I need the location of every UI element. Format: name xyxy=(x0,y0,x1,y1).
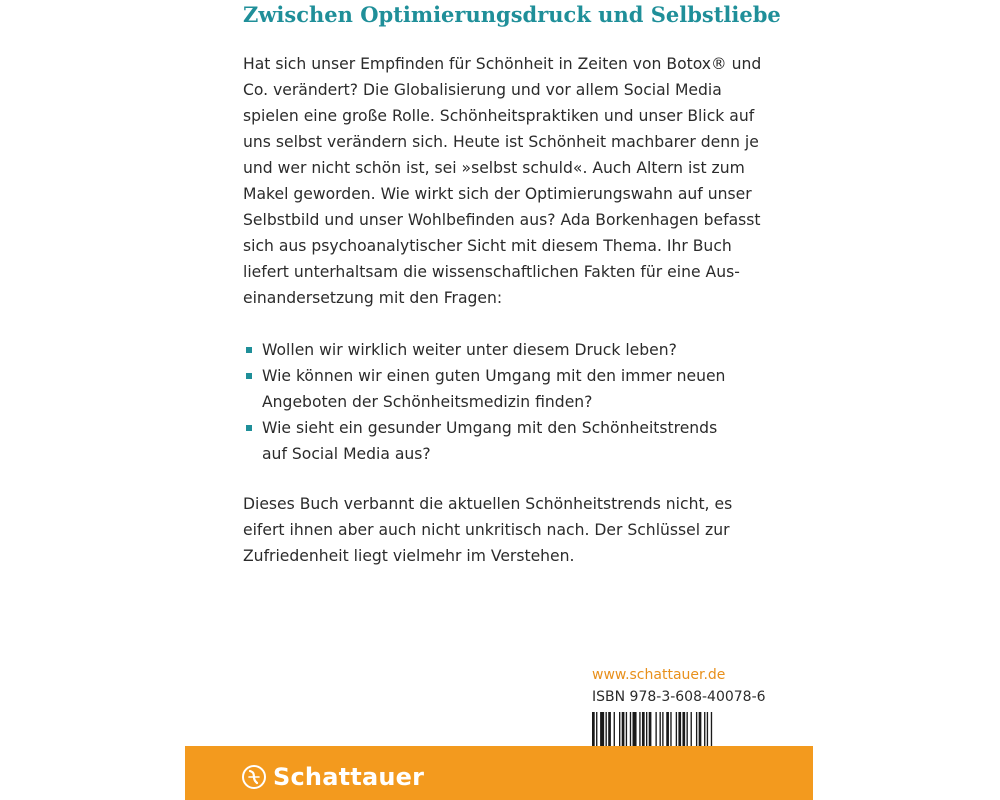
question-list xyxy=(243,337,768,467)
intro-line: Selbstbild und unser Wohlbefinden aus? Ada Borkenhagen befasst xyxy=(243,211,761,229)
question-line: Wie sieht ein gesunder Umgang mit den Schönheitstrends xyxy=(262,419,718,437)
intro-line: Hat sich unser Empfinden für Schönheit in Zeiten von Botox® und xyxy=(243,55,762,73)
publisher-name: Schattauer xyxy=(273,763,425,791)
question-item xyxy=(243,415,768,467)
square-bullet-icon xyxy=(246,373,252,379)
question-item xyxy=(243,337,768,363)
intro-line: und wer nicht schön ist, sei »selbst schuld«. Auch Altern ist zum xyxy=(243,159,745,177)
closing-paragraph xyxy=(243,491,768,569)
intro-line: liefert unterhaltsam die wissenschaftlichen Fakten für eine Aus- xyxy=(243,263,740,281)
question-line: Wollen wir wirklich weiter unter diesem Druck leben? xyxy=(262,341,677,359)
schattauer-logo-icon xyxy=(241,764,267,790)
intro-line: Co. verändert? Die Globalisierung und vor allem Social Media xyxy=(243,81,722,99)
closing-line: Dieses Buch verbannt die aktuellen Schönheitstrends nicht, es xyxy=(243,495,733,513)
publisher-url[interactable]: www.schattauer.de xyxy=(592,667,726,683)
intro-line: Makel geworden. Wie wirkt sich der Optimierungswahn auf unser xyxy=(243,185,752,203)
intro-line: uns selbst verändern sich. Heute ist Schönheit machbarer denn je xyxy=(243,133,759,151)
square-bullet-icon xyxy=(246,347,252,353)
publisher-footer-bar xyxy=(185,746,813,800)
question-line: auf Social Media aus? xyxy=(262,445,431,463)
publisher-brand xyxy=(241,763,424,791)
closing-line: Zufriedenheit liegt vielmehr im Verstehen. xyxy=(243,547,575,565)
question-item xyxy=(243,363,768,415)
square-bullet-icon xyxy=(246,425,252,431)
intro-line: spielen eine große Rolle. Schönheitspraktiken und unser Blick auf xyxy=(243,107,755,125)
intro-paragraph xyxy=(243,51,768,311)
closing-line: eifert ihnen aber auch nicht unkritisch nach. Der Schlüssel zur xyxy=(243,521,730,539)
intro-line: einandersetzung mit den Fragen: xyxy=(243,289,503,307)
question-line: Wie können wir einen guten Umgang mit den immer neuen xyxy=(262,367,726,385)
question-line: Angeboten der Schönheitsmedizin finden? xyxy=(262,393,593,411)
intro-line: sich aus psychoanalytischer Sicht mit diesem Thema. Ihr Buch xyxy=(243,237,732,255)
cover-heading: Zwischen Optimierungsdruck und Selbstliebe xyxy=(243,2,781,27)
isbn-number: ISBN 978-3-608-40078-6 xyxy=(592,689,766,705)
barcode xyxy=(592,712,757,747)
